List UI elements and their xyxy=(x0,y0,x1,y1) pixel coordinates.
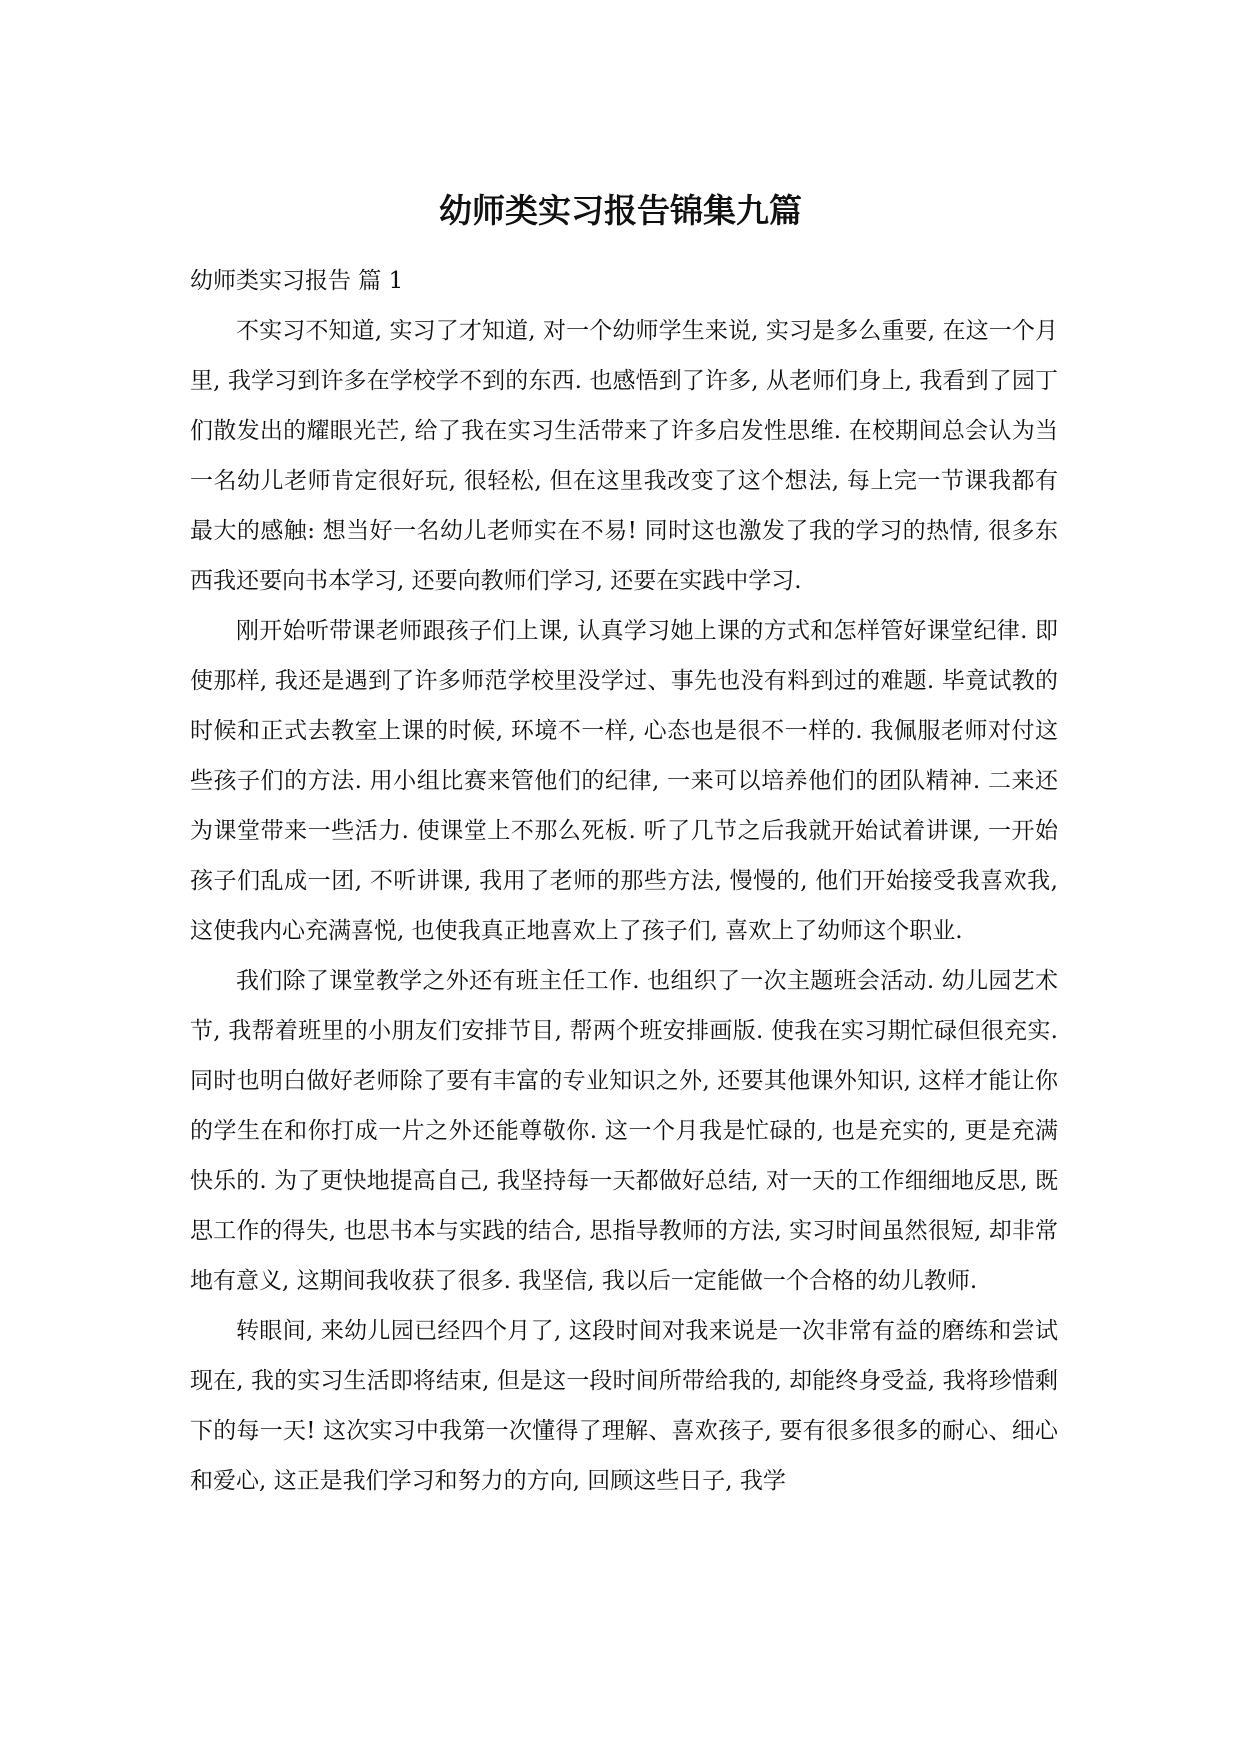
paragraph-4: 转眼间, 来幼儿园已经四个月了, 这段时间对我来说是一次非常有益的磨练和尝试现在, 我的实习生活即将结束, 但是这一段时间所带给我的, 却能终身受益, 我将珍惜剩下的每一天! 这次实习中我第一次懂得了理解、喜欢孩子, 要有很多很多的耐心、细心和爱心, 这正是我们学习和努力的方向, 回顾这些日子, 我学 xyxy=(190,1318,1058,1494)
section-heading: 幼师类实习报告 篇 1 xyxy=(190,268,404,294)
paragraph-3: 我们除了课堂教学之外还有班主任工作. 也组织了一次主题班会活动. 幼儿园艺术节, 我帮着班里的小朋友们安排节目, 帮两个班安排画版. 使我在实习期忙碌但很充实. 同时也明白做好老师除了要有丰富的专业知识之外, 还要其他课外知识, 这样才能让你的学生在和你打成一片之外还能尊敬你. 这一个月我是忙碌的, 也是充实的, 更是充满快乐的. 为了更快地提高自己, 我坚持每一天都做好总结, 对一天的工作细细地反思, 既思工作的得失, 也思书本与实践的结合, 思指导教师的方法, 实习时间虽然很短, 却非常地有意义, 这期间我收获了很多. 我坚信, 我以后一定能做一个合格的幼儿教师. xyxy=(190,968,1058,1294)
paragraph-2: 刚开始听带课老师跟孩子们上课, 认真学习她上课的方式和怎样管好课堂纪律. 即使那样, 我还是遇到了许多师范学校里没学过、事先也没有料到过的难题. 毕竟试教的时候和正式去教室上课的时候, 环境不一样, 心态也是很不一样的. 我佩服老师对付这些孩子们的方法. 用小组比赛来管他们的纪律, 一来可以培养他们的团队精神. 二来还为课堂带来一些活力. 使课堂上不那么死板. 听了几节之后我就开始试着讲课, 一开始孩子们乱成一团, 不听讲课, 我用了老师的那些方法, 慢慢的, 他们开始接受我喜欢我, 这使我内心充满喜悦, 也使我真正地喜欢上了孩子们, 喜欢上了幼师这个职业. xyxy=(190,618,1058,944)
paragraph-1: 不实习不知道, 实习了才知道, 对一个幼师学生来说, 实习是多么重要, 在这一个月里, 我学习到许多在学校学不到的东西. 也感悟到了许多, 从老师们身上, 我看到了园丁们散发出的耀眼光芒, 给了我在实习生活带来了许多启发性思维. 在校期间总会认为当一名幼儿老师肯定很好玩, 很轻松, 但在这里我改变了这个想法, 每上完一节课我都有最大的感触: 想当好一名幼儿老师实在不易! 同时这也激发了我的学习的热情, 很多东西我还要向书本学习, 还要向教师们学习, 还要在实践中学习. xyxy=(190,318,1058,594)
document-title: 幼师类实习报告锦集九篇 xyxy=(439,191,802,230)
document-body xyxy=(190,256,1058,1506)
